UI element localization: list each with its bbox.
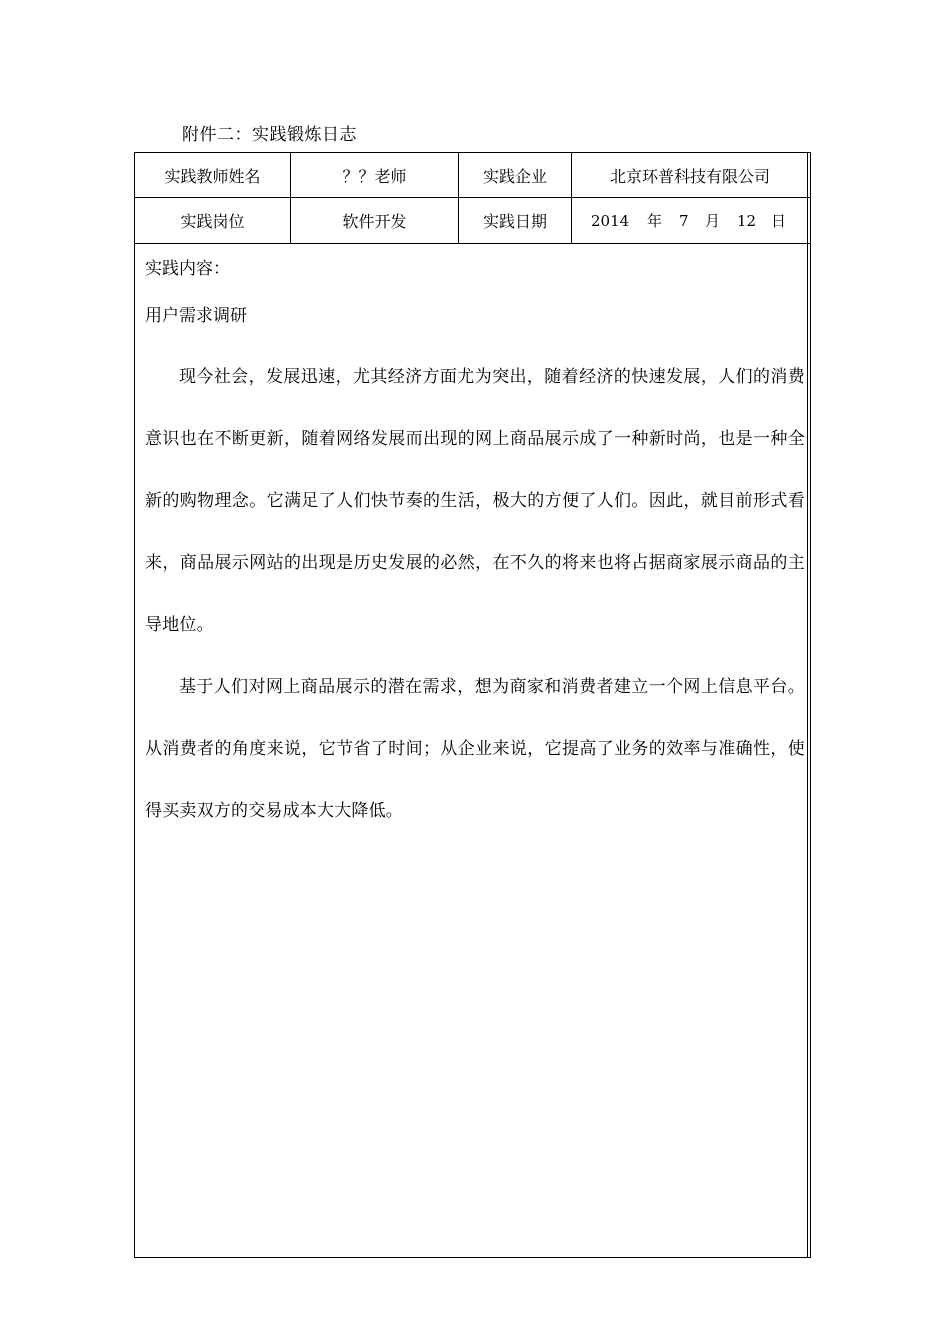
date-day-unit: 日 <box>771 212 787 230</box>
date-day: 12 <box>737 211 757 230</box>
info-row-teacher <box>135 153 810 198</box>
company-value: 北京环普科技有限公司 <box>609 166 770 186</box>
company-label: 实践企业 <box>459 153 572 197</box>
practice-content-area <box>135 244 810 1257</box>
content-subtitle: 用户需求调研 <box>145 306 247 326</box>
document-title: 附件二：实践锻炼日志 <box>182 125 357 145</box>
content-paragraph: 现今社会，发展迅速，尤其经济方面尤为突出，随着经济的快速发展，人们的消费意识也在不断更新，随着网络发展而出现的网上商品展示成了一种新时尚，也是一种全新的购物理念。它满足了人们快节奏的生活，极大的方便了人们。因此，就目前形式看来，商品展示网站的出现是历史发展的必然，在不久的将来也将占据商家展示商品的主导地位。 <box>145 367 805 635</box>
teacher-value: ？？老师 <box>291 153 459 197</box>
content-paragraph: 基于人们对网上商品展示的潜在需求，想为商家和消费者建立一个网上信息平台。从消费者的角度来说，它节省了时间；从企业来说，它提高了业务的效率与准确性，使得买卖双方的交易成本大大降低。 <box>145 677 805 821</box>
date-year: 2014 <box>591 211 630 230</box>
practice-log-table <box>134 152 811 1258</box>
date-year-unit: 年 <box>647 212 663 230</box>
position-value: 软件开发 <box>291 198 459 243</box>
date-month-unit: 月 <box>705 212 721 230</box>
teacher-label: 实践教师姓名 <box>135 153 291 197</box>
date-value <box>572 198 808 243</box>
info-row-position <box>135 198 810 244</box>
date-month: 7 <box>679 211 689 230</box>
content-label: 实践内容： <box>145 259 230 279</box>
date-label: 实践日期 <box>459 198 572 243</box>
position-label: 实践岗位 <box>135 198 291 243</box>
